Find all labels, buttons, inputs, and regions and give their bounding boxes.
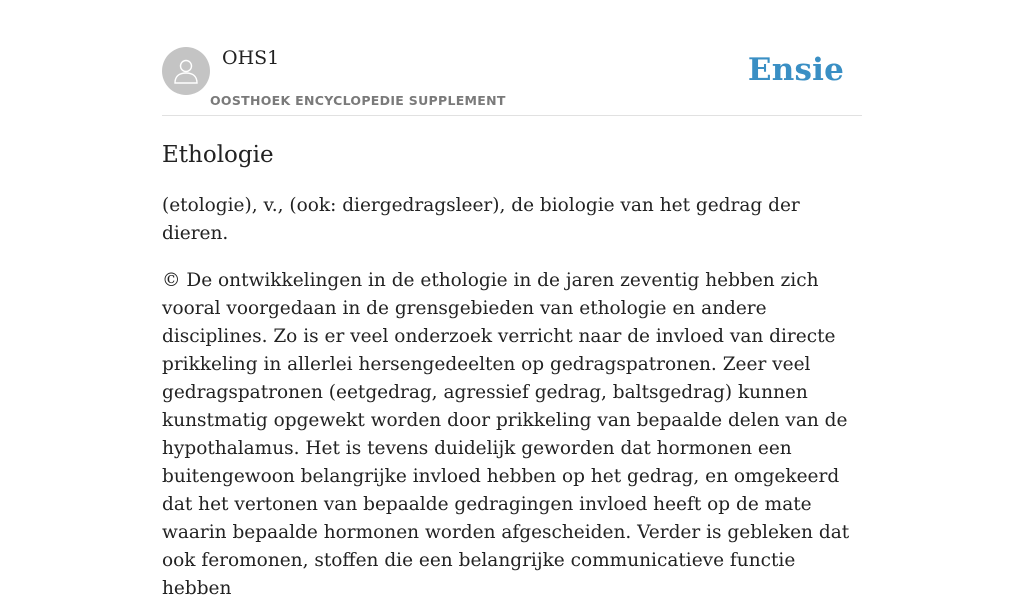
article-title: Ethologie: [162, 142, 274, 168]
source-code[interactable]: OHS1: [222, 47, 280, 69]
article: [162, 138, 862, 603]
user-placeholder-icon: [171, 56, 201, 86]
source-name[interactable]: OOSTHOEK ENCYCLOPEDIE SUPPLEMENT: [210, 93, 506, 108]
avatar[interactable]: [162, 47, 210, 95]
brand-logo[interactable]: Ensie: [747, 52, 844, 88]
header: [162, 0, 862, 116]
article-definition: (etologie), v., (ook: diergedragsleer), de biologie van het gedrag der dieren.: [162, 195, 800, 244]
article-body: © De ontwikkelingen in de ethologie in de jaren zeventig hebben zich vooral voorgedaan in de grensgebieden van ethologie en andere disciplines. Zo is er veel onderzoek verricht naar de invloed van directe prikkeling in allerlei hersengedeelten op gedragspatronen. Zeer veel gedragspatronen (eetgedrag, agressief gedrag, baltsgedrag) kunnen kunstmatig opgewekt worden door prikkeling van bepaalde delen van de hypothalamus. Het is tevens duidelijk geworden dat hormonen een buitengewoon belangrijke invloed hebben op het gedrag, en omgekeerd dat het vertonen van bepaalde gedragingen invloed heeft op de mate waarin bepaalde hormonen worden afgescheiden. Verder is gebleken dat ook feromonen, stoffen die een belangrijke communicatieve functie hebben: [162, 270, 850, 599]
